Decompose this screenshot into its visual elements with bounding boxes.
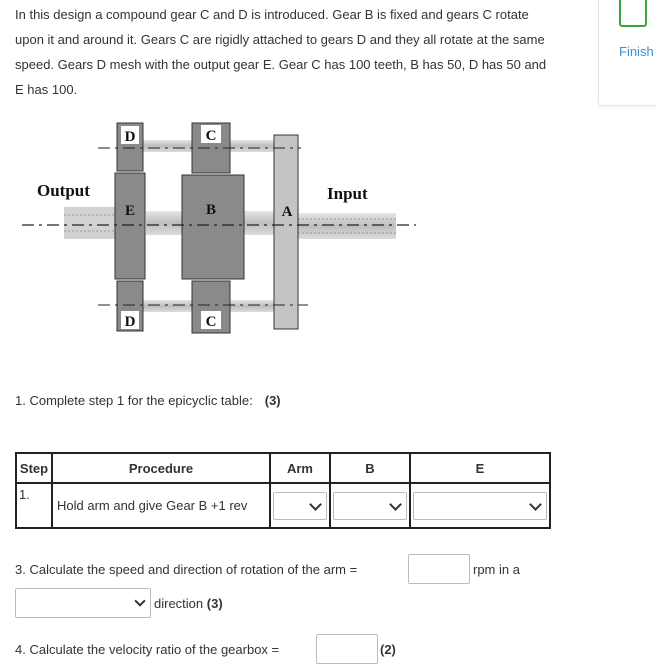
question-3-text: 3. Calculate the speed and direction of rotation of the arm = [15, 562, 358, 577]
chevron-down-icon [134, 595, 145, 606]
question-4-text: 4. Calculate the velocity ratio of the gearbox = [15, 642, 280, 657]
arm-cell [270, 483, 330, 528]
direction-select[interactable] [15, 588, 151, 618]
input-shaft [298, 213, 396, 239]
question-1 [15, 393, 281, 408]
epicyclic-table [15, 452, 551, 529]
label-input: Input [327, 184, 368, 203]
label-output: Output [37, 181, 90, 200]
header-e: E [410, 453, 550, 483]
b-cell [330, 483, 410, 528]
label-d-top: D [124, 129, 136, 145]
complete-check-icon[interactable] [619, 0, 647, 27]
question-3-direction [154, 596, 223, 611]
intro-text: In this design a compound gear C and D is introduced. Gear B is fixed and gears C rotate upon it and around it. Gears C are rigidly attached to gears D and they all rotate at the same speed. Gears D mesh with the output gear E. Gear C has 100 teeth, B has 50, D has 50 and E has 100. [15, 7, 547, 97]
chevron-down-icon [309, 498, 322, 511]
output-shaft [64, 207, 116, 239]
header-procedure: Procedure [52, 453, 270, 483]
table-row [16, 483, 550, 528]
e-select[interactable] [413, 492, 547, 520]
chevron-down-icon [389, 498, 402, 511]
header-b: B [330, 453, 410, 483]
label-a: A [281, 204, 293, 220]
arm-a [274, 135, 298, 329]
question-1-marks: (3) [264, 393, 281, 408]
direction-label: direction [154, 596, 204, 611]
question-3-unit: rpm in a [473, 562, 520, 577]
finish-link[interactable]: Finish [619, 44, 654, 59]
label-c-top: C [205, 128, 217, 144]
table-header-row [16, 453, 550, 483]
arm-select[interactable] [273, 492, 327, 520]
side-panel [598, 0, 656, 106]
question-3-marks: (3) [206, 596, 223, 611]
gear-e [115, 173, 145, 279]
question-4-marks: (2) [380, 642, 396, 657]
chevron-down-icon [529, 498, 542, 511]
header-step: Step [16, 453, 52, 483]
e-cell [410, 483, 550, 528]
label-b: B [205, 202, 217, 218]
label-e: E [124, 203, 136, 219]
arm-speed-input[interactable] [408, 554, 470, 584]
velocity-ratio-input[interactable] [316, 634, 378, 664]
row-procedure: Hold arm and give Gear B +1 rev [52, 483, 270, 528]
b-select[interactable] [333, 492, 407, 520]
row-step: 1. [16, 483, 52, 528]
gear-b [182, 175, 244, 279]
header-arm: Arm [270, 453, 330, 483]
question-1-text: 1. Complete step 1 for the epicyclic table: [15, 393, 253, 408]
label-c-bottom: C [205, 314, 217, 330]
label-d-bottom: D [124, 314, 136, 330]
gearbox-diagram [16, 115, 426, 347]
